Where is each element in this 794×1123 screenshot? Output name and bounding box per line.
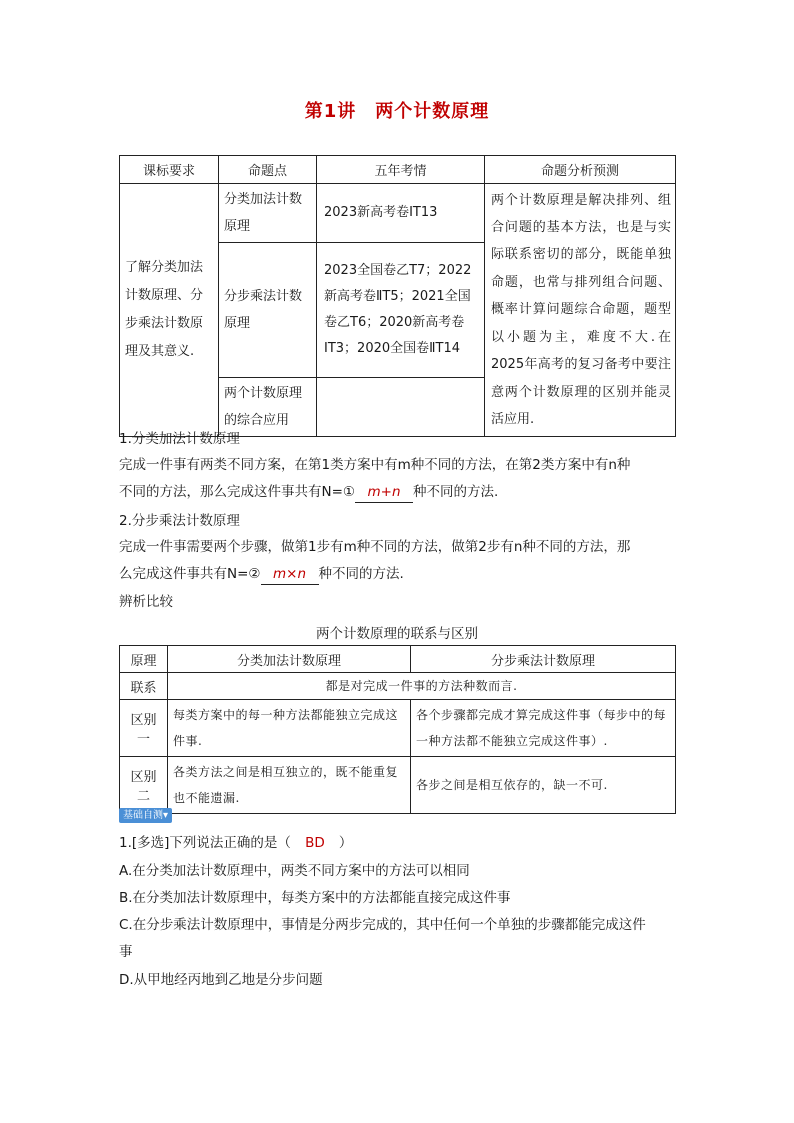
header-multiplication: 分步乘法计数原理 — [411, 646, 676, 673]
answer-blank: m+n — [355, 482, 413, 503]
link-text: 都是对完成一件事的方法种数而言. — [168, 673, 676, 700]
header-principle: 原理 — [120, 646, 168, 673]
requirement-cell: 了解分类加法计数原理、分步乘法计数原理及其意义. — [120, 184, 219, 437]
answer-blank: m×n — [261, 564, 319, 585]
topic-cell: 两个计数原理的综合应用 — [219, 378, 317, 437]
chevron-down-icon: ▾ — [163, 810, 169, 821]
question-stem-text: 1.[多选]下列说法正确的是（ — [119, 835, 291, 851]
difference-one-multiplication: 各个步骤都完成才算完成这件事（每步中的每一种方法都不能独立完成这件事）. — [411, 700, 676, 757]
header-requirement: 课标要求 — [120, 156, 219, 184]
section-heading: 2.分步乘法计数原理 — [119, 513, 240, 529]
link-label: 联系 — [120, 673, 168, 700]
answer-text: BD — [305, 835, 325, 851]
table-title: 两个计数原理的联系与区别 — [316, 626, 478, 642]
table-row — [120, 700, 676, 757]
self-test-badge — [119, 808, 172, 823]
difference-one-label: 区别一 — [120, 700, 168, 757]
exam-cell: 2023新高考卷ⅠT13 — [317, 184, 485, 243]
body-text — [119, 564, 679, 585]
question-stem — [119, 833, 352, 853]
difference-two-label: 区别二 — [120, 757, 168, 814]
body-text-part: 种不同的方法. — [318, 566, 404, 582]
comparison-table — [119, 645, 676, 814]
body-text: 完成一件事有两类不同方案，在第1类方案中有m种不同的方法，在第2类方案中有n种 — [119, 457, 631, 473]
body-text: 完成一件事需要两个步骤，做第1步有m种不同的方法，做第2步有n种不同的方法，那 — [119, 539, 631, 555]
exam-cell: 2023全国卷乙T7；2022新高考卷ⅡT5；2021全国卷乙T6；2020新高考卷ⅠT3；2020全国卷ⅡT14 — [317, 243, 485, 378]
prediction-cell: 两个计数原理是解决排列、组合问题的基本方法，也是与实际联系密切的部分，既能单独命题，也常与排列组合问题、概率计算问题综合命题，题型以小题为主，难度不大.在2025年高考的复习备考中要注意两个计数原理的区别并能灵活应用. — [485, 184, 676, 437]
option-a: A.在分类加法计数原理中，两类不同方案中的方法可以相同 — [119, 863, 470, 879]
question-stem-end: ） — [338, 835, 353, 851]
difference-two-addition: 各类方法之间是相互独立的，既不能重复也不能遗漏. — [168, 757, 411, 814]
option-d: D.从甲地经丙地到乙地是分步问题 — [119, 972, 323, 988]
table-row — [120, 673, 676, 700]
difference-one-addition: 每类方案中的每一种方法都能独立完成这件事. — [168, 700, 411, 757]
section-heading: 1.分类加法计数原理 — [119, 431, 240, 447]
table-row — [120, 184, 676, 243]
page-title: 第1讲 两个计数原理 — [304, 101, 490, 122]
body-text-part: 不同的方法，那么完成这件事共有N=① — [119, 484, 356, 500]
header-prediction: 命题分析预测 — [485, 156, 676, 184]
exam-cell — [317, 378, 485, 437]
header-addition: 分类加法计数原理 — [168, 646, 411, 673]
table-header-row — [120, 646, 676, 673]
topic-cell: 分步乘法计数原理 — [219, 243, 317, 378]
compare-heading: 辨析比较 — [119, 594, 173, 610]
table-header-row — [120, 156, 676, 184]
option-c: C.在分步乘法计数原理中，事情是分两步完成的，其中任何一个单独的步骤都能完成这件 — [119, 917, 646, 933]
table-row — [120, 757, 676, 814]
body-text — [119, 482, 679, 503]
topic-cell: 分类加法计数原理 — [219, 184, 317, 243]
body-text-part: 种不同的方法. — [413, 484, 499, 500]
option-b: B.在分类加法计数原理中，每类方案中的方法都能直接完成这件事 — [119, 890, 511, 906]
curriculum-table — [119, 155, 676, 437]
body-text-part: 么完成这件事共有N=② — [119, 566, 261, 582]
header-exams: 五年考情 — [317, 156, 485, 184]
badge-label: 基础自测 — [123, 810, 163, 821]
difference-two-multiplication: 各步之间是相互依存的，缺一不可. — [411, 757, 676, 814]
header-topic: 命题点 — [219, 156, 317, 184]
option-c-continued: 事 — [119, 944, 133, 960]
